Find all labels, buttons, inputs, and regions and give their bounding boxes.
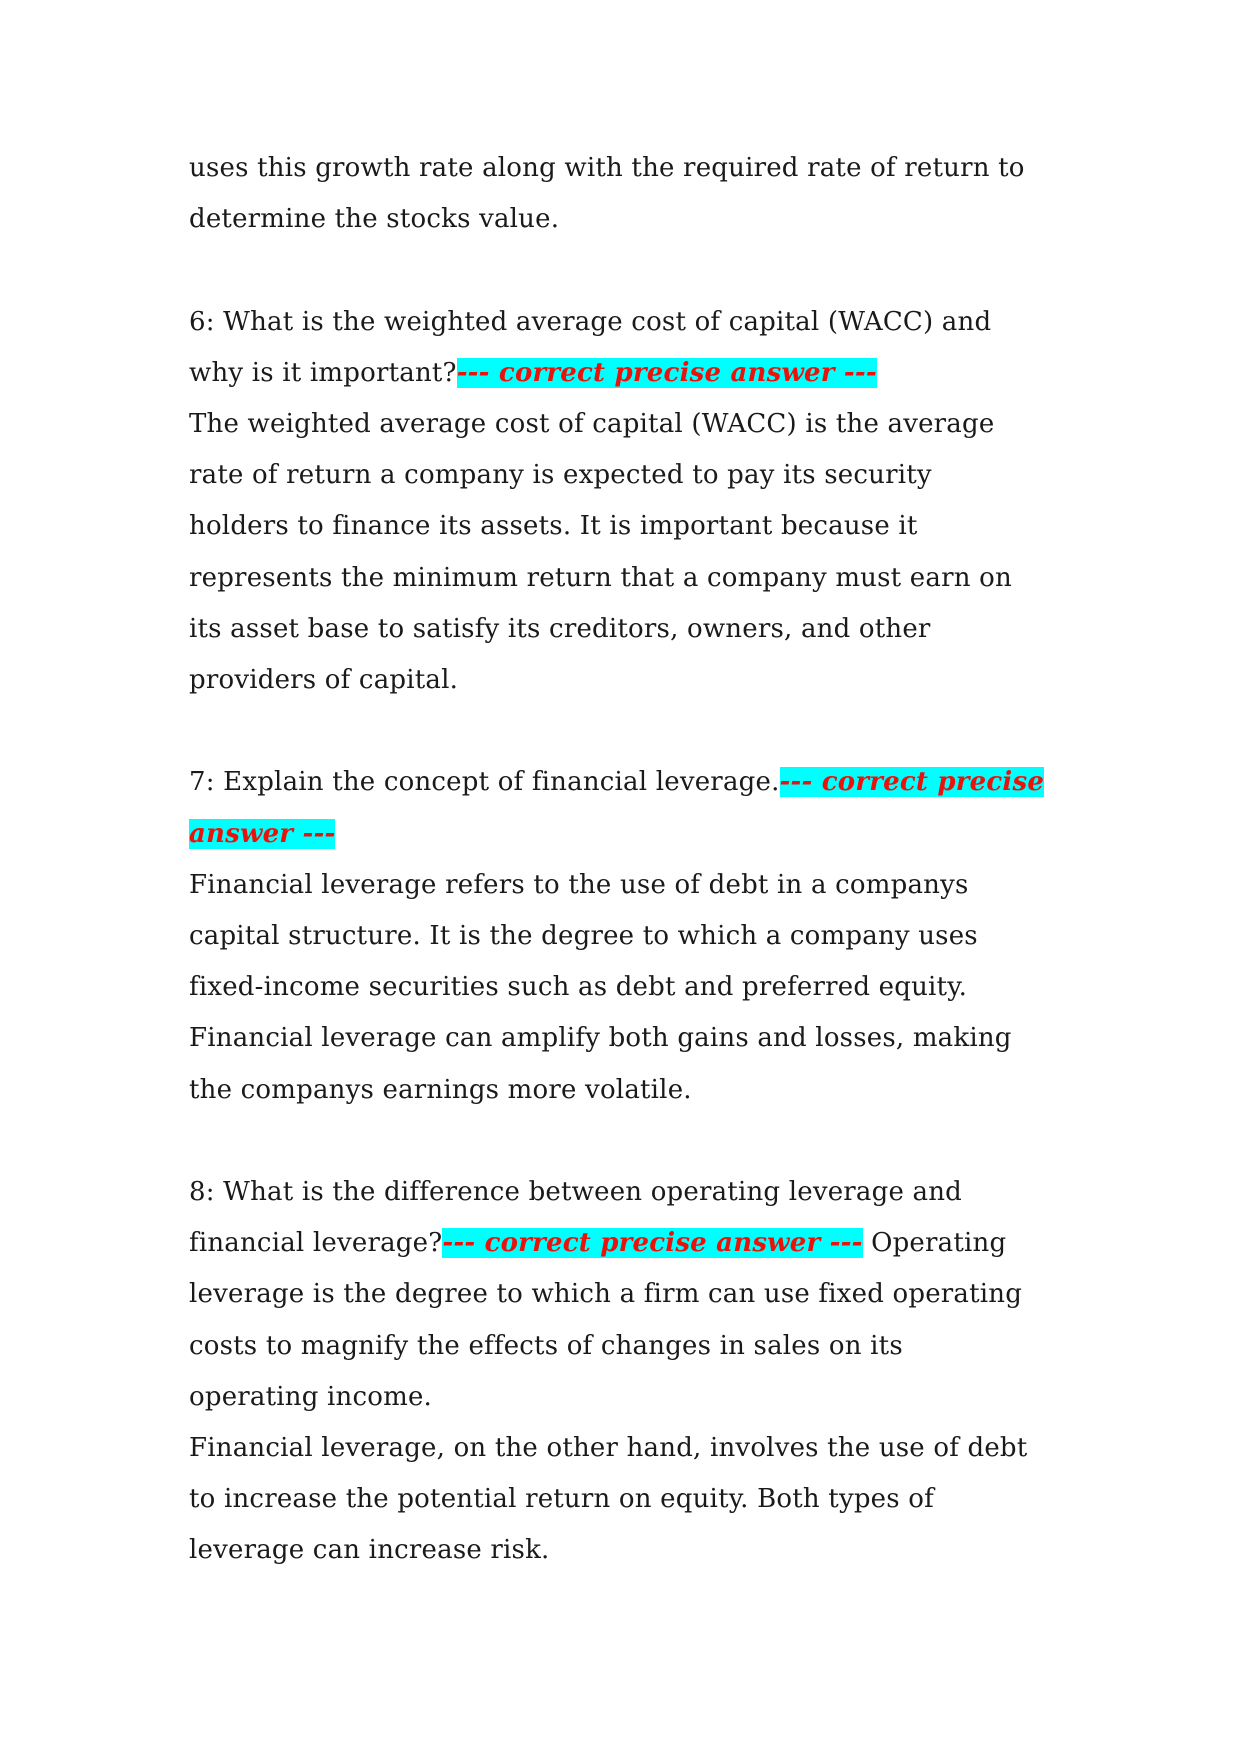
answer-line: costs to magnify the effects of changes in sales on its [189, 1330, 903, 1361]
answer-line: operating income. [189, 1381, 433, 1412]
question-line [189, 348, 1069, 399]
answer-line: Financial leverage refers to the use of debt in a companys [189, 869, 969, 900]
question-7 [189, 757, 1069, 1115]
answer-line: to increase the potential return on equity. Both types of [189, 1484, 934, 1515]
text-line: determine the stocks value. [189, 204, 560, 235]
question-6 [189, 297, 1069, 707]
paragraph-gap [189, 245, 1069, 296]
answer-line: rate of return a company is expected to pay its security [189, 460, 932, 491]
answer-marker: answer --- [189, 818, 336, 849]
answer-line: Financial leverage can amplify both gains and losses, making [189, 1023, 1012, 1054]
answer-line: holders to finance its assets. It is important because it [189, 511, 918, 542]
answer-line: capital structure. It is the degree to which a company uses [189, 921, 978, 952]
question-line: 8: What is the difference between operating leverage and [189, 1177, 963, 1208]
text-line: uses this growth rate along with the required rate of return to [189, 153, 1025, 183]
answer-marker: --- correct precise answer --- [442, 1228, 863, 1259]
question-text: why is it important? [189, 357, 457, 388]
answer-line: Financial leverage, on the other hand, involves the use of debt [189, 1433, 1028, 1464]
question-line [189, 757, 1069, 808]
question-line [189, 809, 1069, 860]
intro-paragraph [189, 143, 1069, 245]
answer-line: The weighted average cost of capital (WACC) is the average [189, 409, 995, 439]
answer-text: Operating [862, 1228, 1007, 1259]
answer-line: represents the minimum return that a company must earn on [189, 562, 1012, 593]
answer-line: leverage is the degree to which a firm can use fixed operating [189, 1279, 1023, 1310]
paragraph-gap [189, 706, 1069, 757]
answer-line: the companys earnings more volatile. [189, 1074, 692, 1105]
answer-line: leverage can increase risk. [189, 1535, 550, 1566]
answer-marker: --- correct precise [779, 767, 1045, 798]
question-text: 7: Explain the concept of financial leverage. [189, 767, 780, 798]
question-line: 6: What is the weighted average cost of capital (WACC) and [189, 306, 992, 337]
question-8 [189, 1167, 1069, 1577]
question-text: financial leverage? [189, 1228, 443, 1259]
answer-line: its asset base to satisfy its creditors, owners, and other [189, 613, 931, 644]
answer-line: fixed-income securities such as debt and preferred equity. [189, 972, 968, 1003]
paragraph-gap [189, 1116, 1069, 1167]
document-page [189, 143, 1069, 1577]
question-line [189, 1218, 1069, 1269]
answer-marker: --- correct precise answer --- [456, 357, 877, 388]
answer-line: providers of capital. [189, 665, 459, 696]
